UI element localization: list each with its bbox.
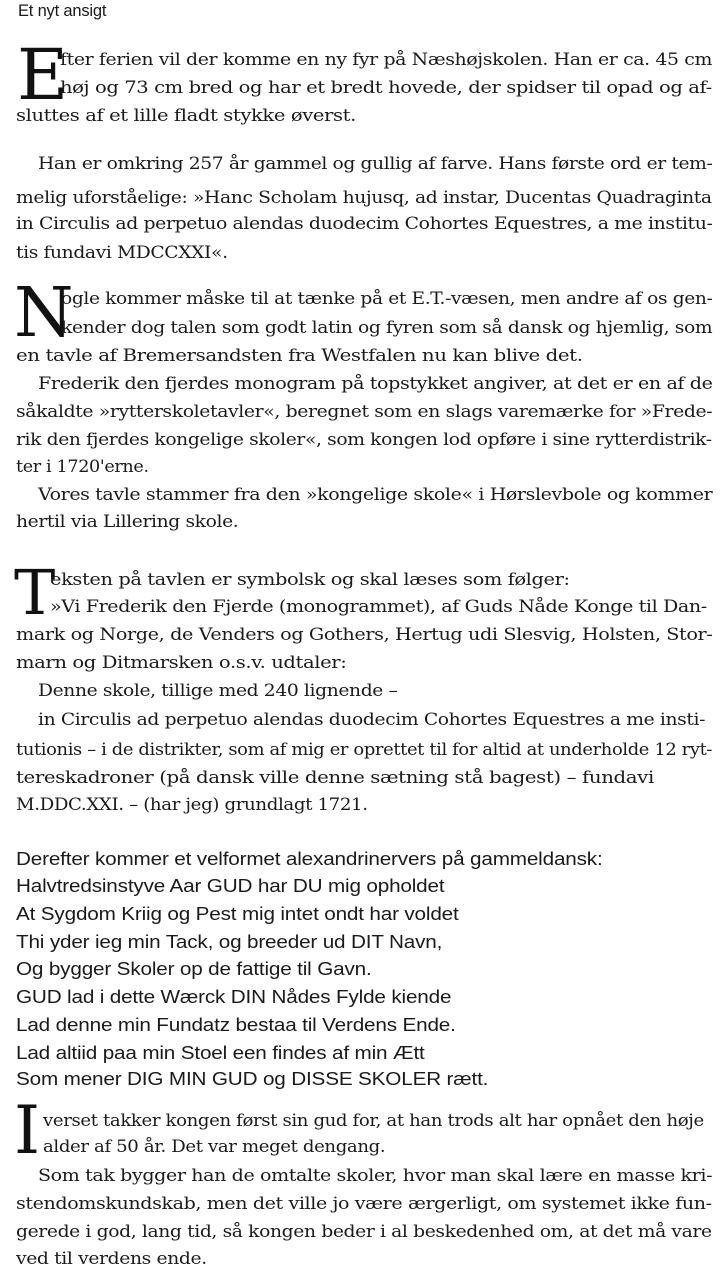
- page-title: Et nyt ansigt: [18, 2, 107, 20]
- text-line: ved til verdens ende.: [16, 1249, 207, 1269]
- text-line: høj og 73 cm bred og har et bredt hovede, der spidser til opad og af-: [60, 78, 712, 98]
- text-line: stendomskundskab, men det ville jo være ærgerligt, om systemet ikke fun-: [16, 1194, 712, 1214]
- text-line: Vores tavle stammer fra den »kongelige skole« i Hørslevbole og kommer: [38, 485, 713, 505]
- text-line: tis fundavi MDCCXXI«.: [16, 243, 228, 263]
- text-line: Som mener DIG MIN GUD og DISSE SKOLER rætt.: [16, 1069, 489, 1089]
- text-line: in Circulis ad perpetuo alendas duodecim Cohortes Equestres, a me institu-: [16, 214, 713, 234]
- text-line: »Vi Frederik den Fjerde (monogrammet), af Guds Nåde Konge til Dan-: [50, 597, 707, 617]
- text-line: tutionis – i de distrikter, som af mig er oprettet til for altid at underholde 12 ryt-: [16, 740, 713, 760]
- text-line: Han er omkring 257 år gammel og gullig af farve. Hans første ord er tem-: [38, 154, 713, 174]
- text-line: ogle kommer måske til at tænke på et E.T.-væsen, men andre af os gen-: [61, 289, 713, 309]
- text-line: Lad denne min Fundatz bestaa til Verdens Ende.: [16, 1015, 456, 1035]
- text-line: såkaldte »rytterskoletavler«, beregnet som en slags varemærke for »Frede-: [16, 402, 713, 422]
- text-line: rik den fjerdes kongelige skoler«, som kongen lod opføre i sine rytterdistrik-: [16, 430, 712, 450]
- text-line: Og bygger Skoler op de fattige til Gavn.: [16, 959, 372, 979]
- text-line: kender dog talen som godt latin og fyren som så dansk og hjemlig, som: [61, 318, 713, 338]
- drop-cap-letter: E: [17, 34, 69, 116]
- text-line: fter ferien vil der komme en ny fyr på Næshøjskolen. Han er ca. 45 cm: [60, 50, 713, 70]
- text-line: Frederik den fjerdes monogram på topstykket angiver, at det er en af de: [38, 374, 713, 394]
- text-line: At Sygdom Kriig og Pest mig intet ondt har voldet: [16, 904, 459, 924]
- text-line: Som tak bygger han de omtalte skoler, hvor man skal lære en masse kri-: [38, 1166, 713, 1186]
- text-line: Lad altiid paa min Stoel een findes af min Ætt: [16, 1043, 425, 1063]
- text-line: Derefter kommer et velformet alexandrinervers på gammeldansk:: [16, 849, 603, 869]
- text-line: eksten på tavlen er symbolsk og skal læses som følger:: [50, 570, 570, 590]
- text-line: verset takker kongen først sin gud for, at han trods alt har opnået den høje: [43, 1111, 704, 1131]
- text-line: GUD lad i dette Wærck DIN Nådes Fylde kiende: [16, 987, 452, 1007]
- text-line: mark og Norge, de Venders og Gothers, Hertug udi Slesvig, Holsten, Stor-: [16, 625, 713, 645]
- text-line: M.DDC.XXI. – (har jeg) grundlagt 1721.: [16, 795, 368, 815]
- text-line: alder af 50 år. Det var meget dengang.: [43, 1137, 386, 1157]
- text-line: Denne skole, tillige med 240 lignende –: [38, 681, 398, 701]
- drop-cap-letter: T: [14, 556, 56, 629]
- text-line: ter i 1720'erne.: [16, 457, 149, 477]
- text-line: hertil via Lillering skole.: [16, 512, 239, 532]
- text-line: Thi yder ieg min Tack, og breeder ud DIT Navn,: [16, 932, 443, 952]
- text-line: marn og Ditmarsken o.s.v. udtaler:: [16, 653, 347, 673]
- text-line: tereskadroner (på dansk ville denne sætning stå bagest) – fundavi: [16, 768, 654, 788]
- drop-cap-letter: N: [14, 274, 74, 353]
- text-line: Halvtredsinstyve Aar GUD har DU mig opholdet: [16, 876, 445, 896]
- text-line: en tavle af Bremersandsten fra Westfalen nu kan blive det.: [16, 346, 583, 366]
- text-line: sluttes af et lille fladt stykke øverst.: [16, 106, 356, 126]
- drop-cap-letter: I: [14, 1092, 41, 1169]
- text-line: melig uforståelige: »Hanc Scholam hujusq, ad instar, Ducentas Quadraginta: [16, 188, 712, 208]
- text-line: gerede i god, lang tid, så kongen beder i al beskedenhed om, at det må vare: [16, 1222, 712, 1242]
- text-line: in Circulis ad perpetuo alendas duodecim Cohortes Equestres a me insti-: [38, 710, 706, 730]
